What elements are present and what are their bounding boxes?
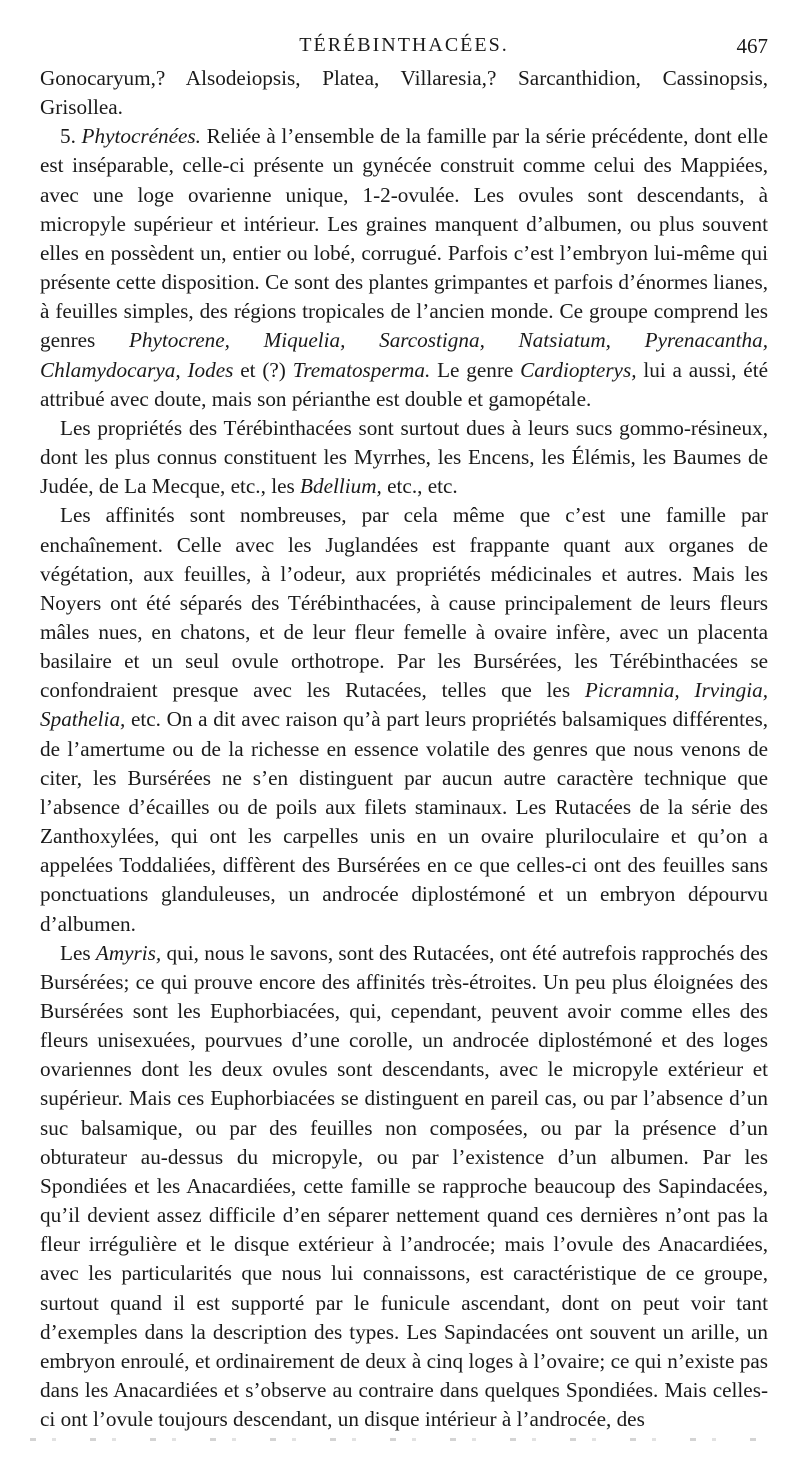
text-segment: Les bbox=[60, 940, 96, 965]
text-segment: qui, nous le savons, sont des Rutacées, ont été autrefois rapprochés des Bursérées; ce qui prouve encore des affinités très-étroites. Un peu plus éloignées des Bursérées sont les Euphorbiacées, qui, cependant, peuvent avoir comme elles des fleurs unisexuées, pourvues d’une corolle, un androcée diplostémoné et des loges ovariennes dont les deux ovules sont descendants, avec le micropyle extérieur et supérieur. Mais ces Euphorbiacées se distinguent en pareil cas, ou par l’absence d’un suc balsamique, ou par des feuilles non composées, ou par la présence d’un obturateur au-dessus du micropyle, ou par l’existence d’un albumen. Par les Spondiées et les Anacardiées, cette famille se rapproche beaucoup des Sapindacées, qu’il devient assez difficile d’en séparer nettement quand ces dernières n’ont pas la fleur irrégulière et le disque extérieur à l’androcée; mais l’ovule des Anacardiées, avec les particularités que nous lui connaissons, est caractéristique de ce groupe, surtout quand il est supporté par le funicule ascendant, dont on peut voir tant d’exemples dans la description des types. Les Sapindacées ont souvent un arille, un embryon enroulé, et ordinairement de deux à cinq loges à l’ovaire; ce qui n’existe pas dans les Anacardiées et s’observe au contraire dans quelques Spondiées. Mais celles-ci ont l’ovule toujours descendant, un disque intérieur à l’androcée, des bbox=[40, 940, 769, 1432]
paragraph-genus-list bbox=[40, 64, 768, 122]
text-segment: et (?) bbox=[233, 357, 293, 382]
text-segment: Phytocrene, Miquelia, Sarcostigna, Natsiatum, Pyrenacantha, Chlamydocarya, Iodes bbox=[40, 328, 768, 382]
text-segment: Picramnia, Irvingia, Spathelia, bbox=[40, 678, 768, 732]
running-header bbox=[40, 30, 768, 64]
text-segment: etc. On a dit avec raison qu’à part leurs propriétés balsamiques différentes, de l’amertume ou de la richesse en essence volatile des genres que nous venons de citer, les Bursérées ne s’en distinguent par aucun autre caractère technique que l’absence d’écailles ou de poils aux filets staminaux. Les Rutacées de la série des Zanthoxylées, qui ont les carpelles unis en un ovaire pluriloculaire et qu’on a appelées Toddaliées, diffèrent des Bursérées en ce que celles-ci ont des feuilles sans ponctuations glanduleuses, un androcée diplostémoné et un embryon dépourvu d’albumen. bbox=[40, 707, 768, 936]
text-segment: Phytocrénées. bbox=[81, 124, 201, 149]
text-segment: Reliée à l’ensemble de la famille par la série précédente, dont elle est inséparable, celle-ci présente un gynécée construit comme celui des Mappiées, avec une loge ovarienne unique, 1-2-ovulée. Les ovules sont descendants, à micropyle supérieur et intérieur. Les graines manquent d’albumen, ou plus souvent elles en possèdent un, entier ou lobé, corrugué. Parfois c’est l’embryon lui-même qui présente cette disposition. Ce sont des plantes grimpantes et parfois d’énormes lianes, à feuilles simples, des régions tropicales de l’ancien monde. Ce groupe comprend les genres bbox=[40, 124, 768, 353]
scan-bottom-artifact bbox=[30, 1438, 770, 1441]
text-segment: lui a aussi, été attribué avec doute, mais son périanthe est double et gamopétale. bbox=[40, 357, 769, 411]
text-segment: Les affinités sont nombreuses, par cela même que c’est une famille par enchaînement. Celle avec les Juglandées est frappante quant aux organes de végétation, aux feuilles, à l’odeur, aux propriétés médicinales et autres. Mais les Noyers ont été séparés des Térébinthacées, à cause principalement de leurs fleurs mâles nues, en chatons, et de leur fleur femelle à ovaire infère, avec un placenta basilaire et un seul ovule orthotrope. Par les Bursérées, les Térébinthacées se confondraient presque avec les Rutacées, telles que les bbox=[40, 503, 768, 703]
book-page bbox=[40, 30, 768, 1434]
body-text bbox=[40, 64, 768, 1434]
text-segment: Amyris, bbox=[95, 940, 162, 965]
paragraph-affinites bbox=[40, 501, 768, 938]
page-number: 467 bbox=[736, 34, 768, 58]
text-segment: Cardiopterys, bbox=[520, 357, 637, 382]
running-title: TÉRÉBINTHACÉES. bbox=[299, 34, 509, 56]
text-segment: 5. bbox=[60, 124, 82, 149]
text-segment: Les propriétés des Térébinthacées sont surtout dues à leurs sucs gommo-résineux, dont les plus connus constituent les Myrrhes, les Encens, les Élémis, les Baumes de Judée, de La Mecque, etc., les bbox=[40, 415, 768, 499]
paragraph-amyris bbox=[40, 939, 768, 1435]
paragraph-phytocrenees bbox=[40, 122, 768, 414]
paragraph-proprietes bbox=[40, 414, 768, 501]
text-segment: etc., etc. bbox=[381, 474, 458, 499]
text-segment: Bdellium, bbox=[300, 474, 382, 499]
text-segment: Le genre bbox=[430, 357, 521, 382]
text-segment: Gonocaryum,? Alsodeiopsis, Platea, Villaresia,? Sarcanthidion, Cassinopsis, Grisollea. bbox=[40, 66, 768, 120]
text-segment: Trematosperma. bbox=[292, 357, 431, 382]
